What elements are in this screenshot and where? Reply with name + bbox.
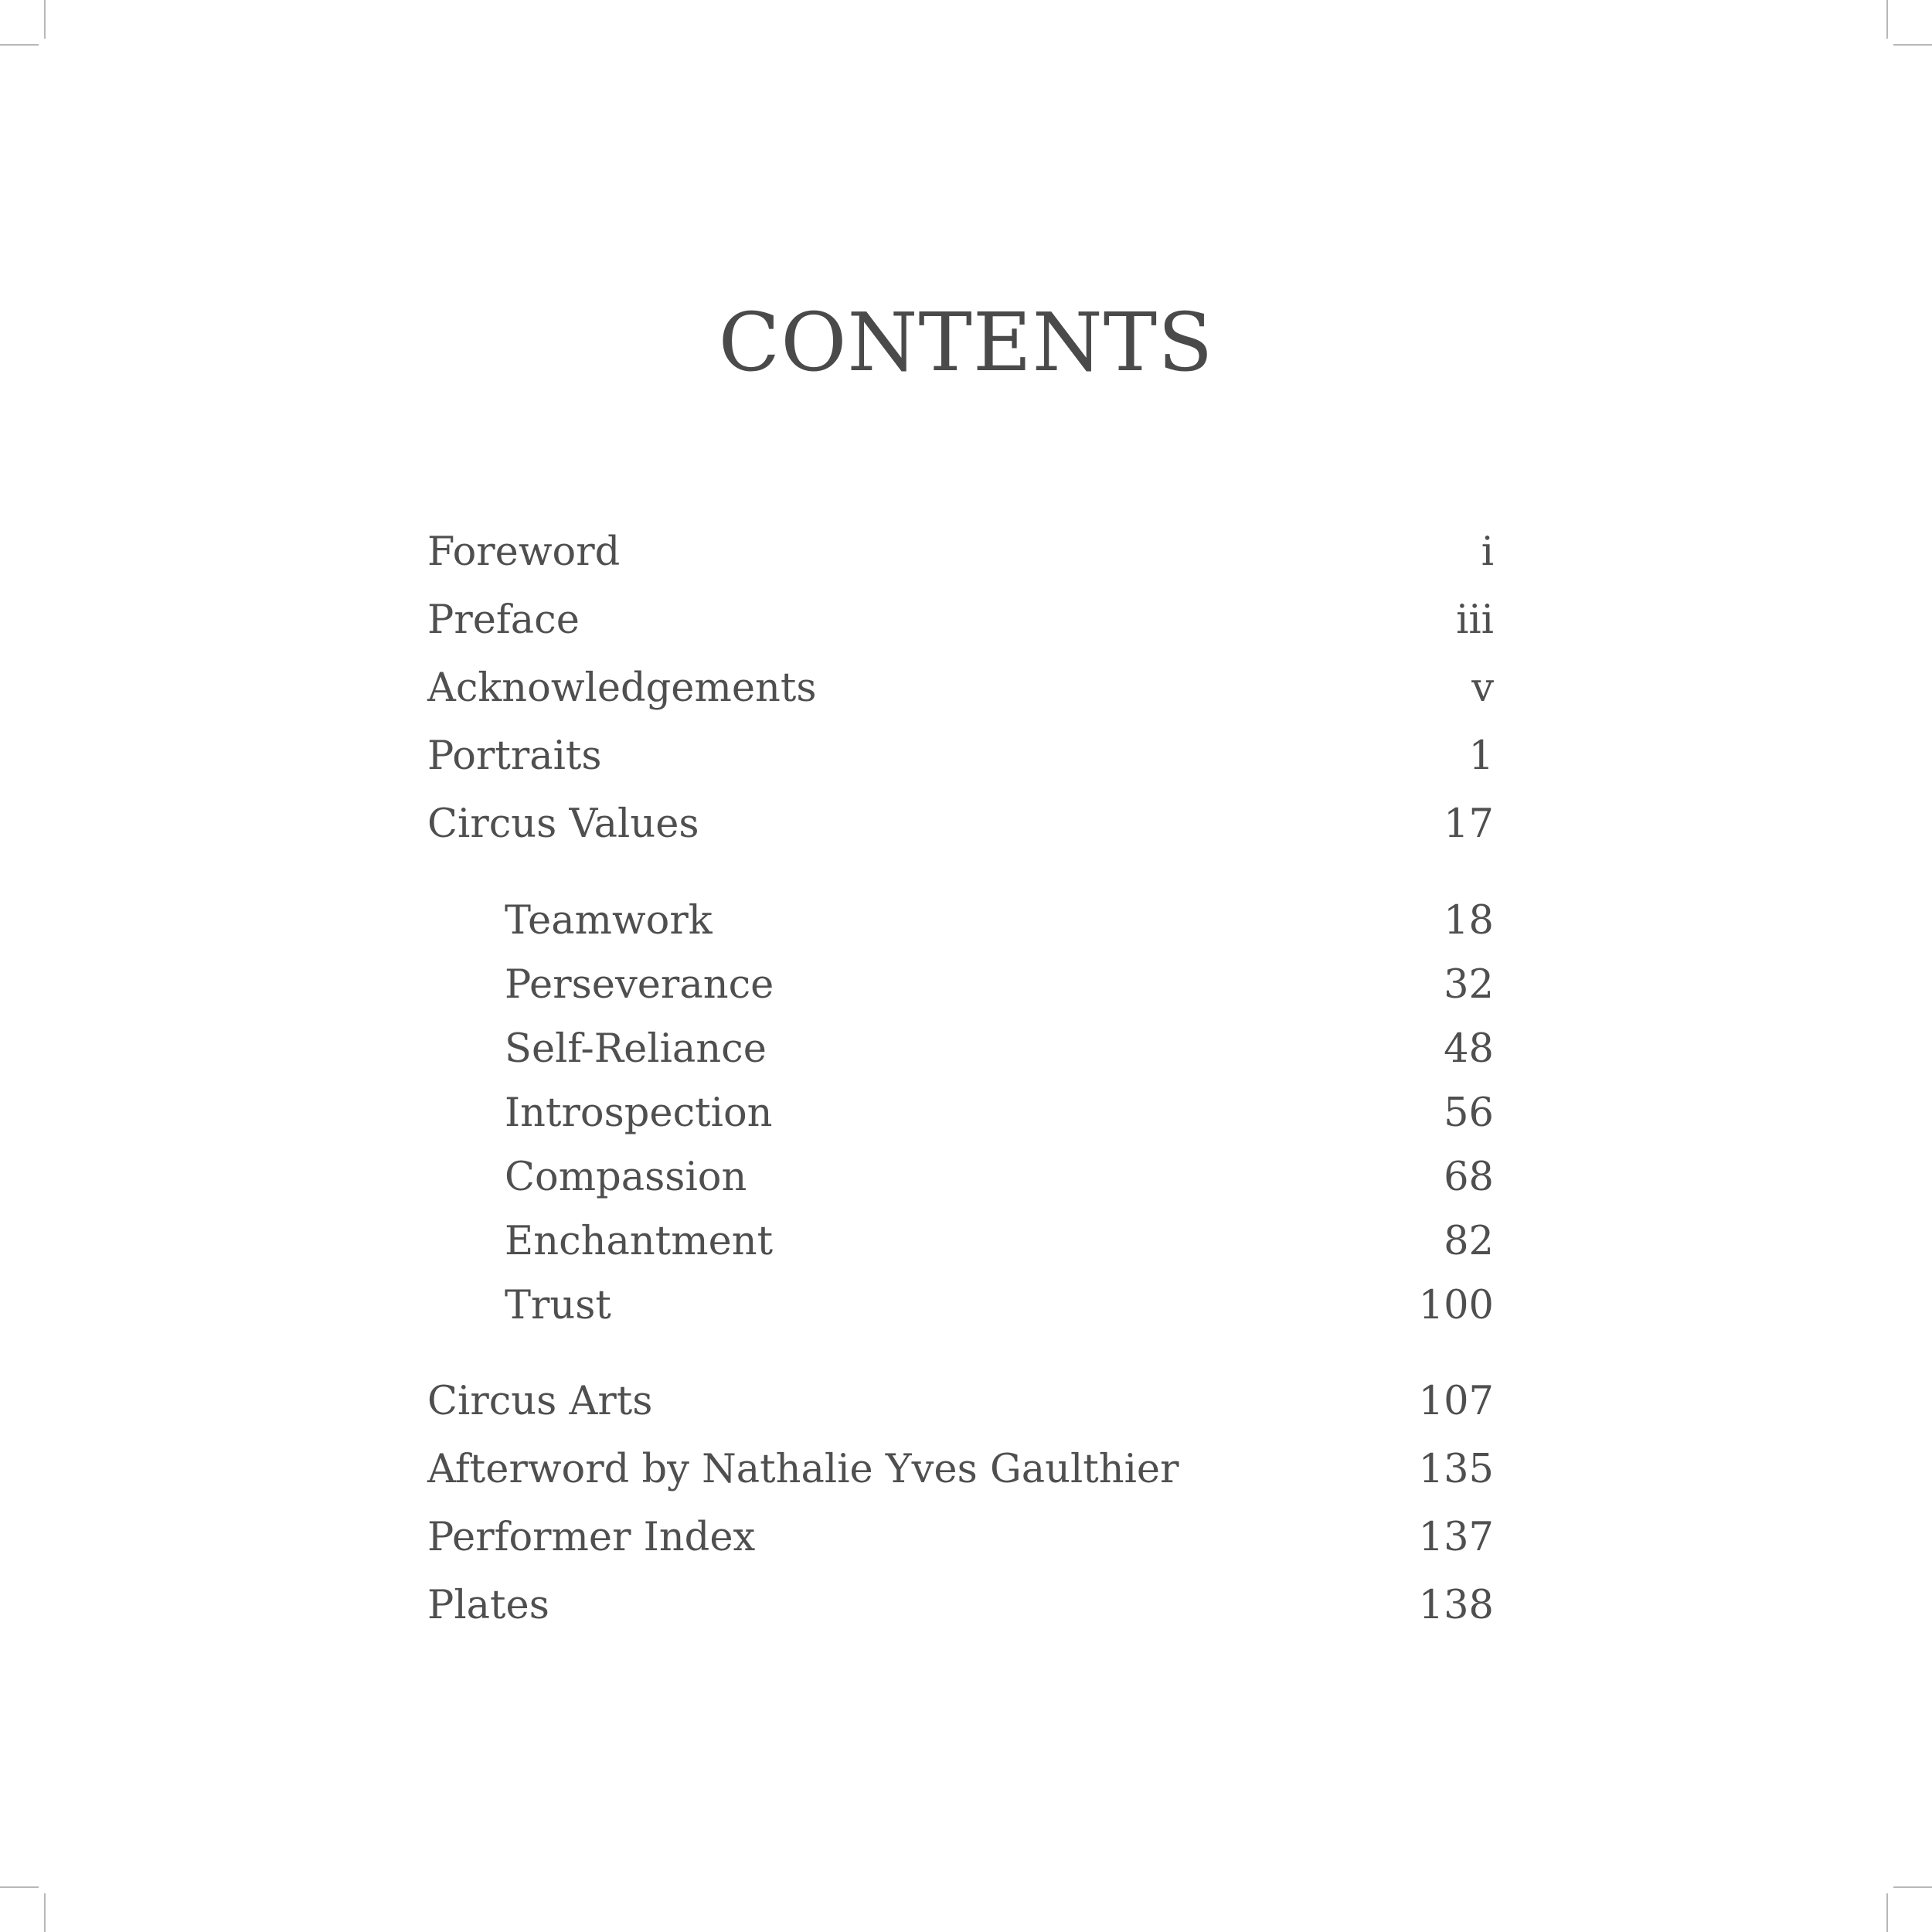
crop-mark — [1886, 0, 1888, 39]
toc-entry-label: Trust — [505, 1283, 611, 1328]
toc-entry-page: 48 — [1444, 1026, 1494, 1072]
toc-entry-page: 1 — [1468, 733, 1494, 779]
toc-entry-circus-arts[interactable] — [427, 1375, 1494, 1429]
toc-subentry-perseverance[interactable] — [427, 958, 1494, 1012]
toc-entry-page: 56 — [1444, 1090, 1494, 1136]
toc-entry-page: v — [1471, 665, 1494, 711]
toc-subentry-teamwork[interactable] — [427, 894, 1494, 948]
toc-entry-label: Enchantment — [505, 1219, 774, 1264]
toc-entry-page: 135 — [1418, 1447, 1494, 1492]
toc-subentry-introspection[interactable] — [427, 1087, 1494, 1141]
toc-entry-label: Acknowledgements — [427, 665, 817, 711]
toc-entry-page: 17 — [1444, 801, 1494, 847]
crop-mark — [0, 1886, 39, 1888]
toc-entry-page: 32 — [1444, 962, 1494, 1008]
toc-entry-label: Plates — [427, 1583, 549, 1628]
toc-entry-circus-values[interactable] — [427, 798, 1494, 852]
toc-entry-afterword[interactable] — [427, 1443, 1494, 1497]
crop-mark — [1893, 44, 1932, 46]
toc-entry-page: 138 — [1418, 1583, 1494, 1628]
toc-entry-label: Circus Arts — [427, 1379, 653, 1424]
toc-entry-page: 82 — [1444, 1219, 1494, 1264]
toc-entry-label: Compassion — [505, 1155, 747, 1200]
toc-subentry-self-reliance[interactable] — [427, 1022, 1494, 1077]
toc-entry-label: Afterword by Nathalie Yves Gaulthier — [427, 1447, 1179, 1492]
toc-entry-label: Portraits — [427, 733, 602, 779]
toc-entry-label: Foreword — [427, 529, 621, 575]
toc-entry-label: Teamwork — [505, 898, 713, 944]
toc-entry-page: 68 — [1444, 1155, 1494, 1200]
toc-subentry-enchantment[interactable] — [427, 1215, 1494, 1269]
toc-entry-plates[interactable] — [427, 1579, 1494, 1633]
toc-entry-label: Self-Reliance — [505, 1026, 767, 1072]
toc-entry-page: i — [1481, 529, 1494, 575]
toc-entry-portraits[interactable] — [427, 730, 1494, 784]
toc-entry-label: Perseverance — [505, 962, 774, 1008]
toc-subentry-trust[interactable] — [427, 1279, 1494, 1333]
toc-entry-foreword[interactable] — [427, 526, 1494, 580]
page-title: CONTENTS — [718, 295, 1214, 389]
toc-entry-page: 107 — [1418, 1379, 1494, 1424]
toc-entry-performer-index[interactable] — [427, 1511, 1494, 1565]
crop-mark — [1893, 1886, 1932, 1888]
crop-mark — [44, 0, 46, 39]
toc-entry-label: Performer Index — [427, 1515, 756, 1560]
crop-mark — [44, 1893, 46, 1932]
toc-entry-page: iii — [1456, 597, 1494, 643]
toc-subentry-compassion[interactable] — [427, 1151, 1494, 1205]
toc-entry-page: 100 — [1418, 1283, 1494, 1328]
toc-entry-label: Introspection — [505, 1090, 773, 1136]
toc-entry-page: 137 — [1418, 1515, 1494, 1560]
toc-entry-acknowledgements[interactable] — [427, 662, 1494, 716]
crop-mark — [0, 44, 39, 46]
crop-mark — [1886, 1893, 1888, 1932]
toc-entry-label: Circus Values — [427, 801, 699, 847]
toc-entry-label: Preface — [427, 597, 580, 643]
toc-entry-preface[interactable] — [427, 594, 1494, 648]
toc-entry-page: 18 — [1444, 898, 1494, 944]
